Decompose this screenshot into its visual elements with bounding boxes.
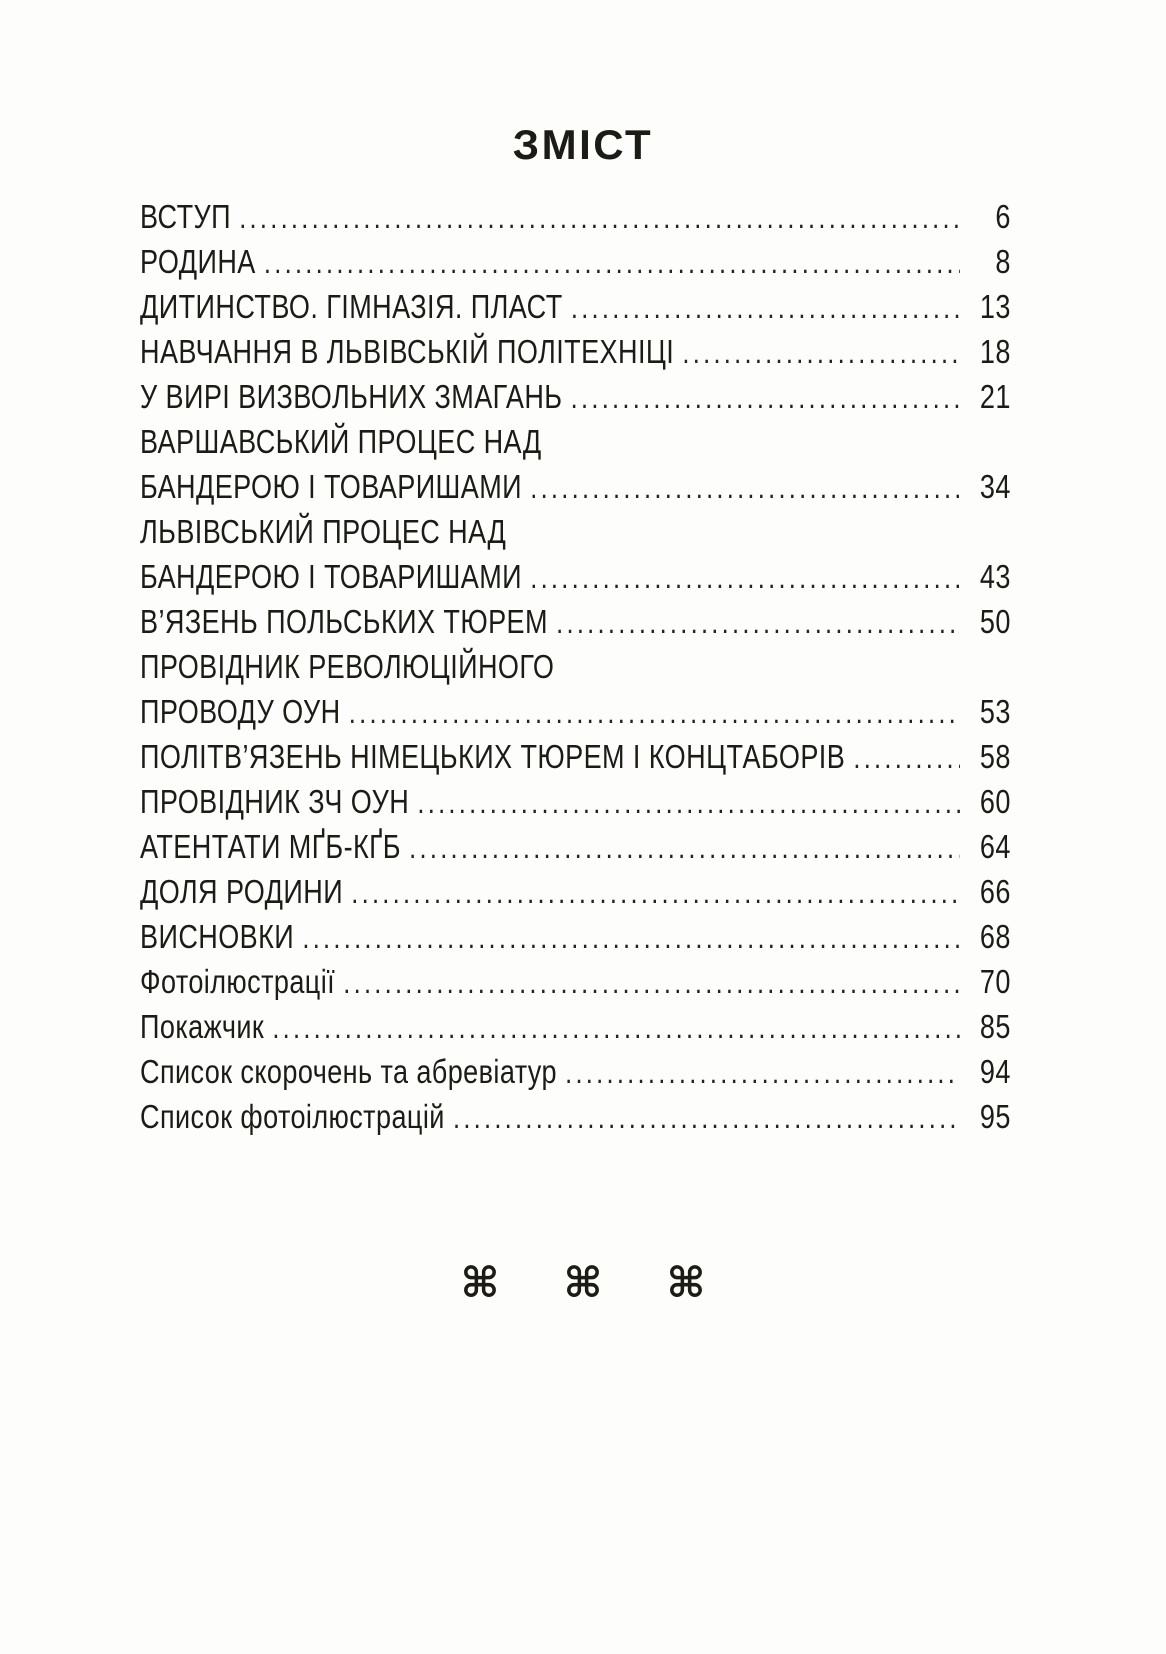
toc-entry-page: 13 <box>979 288 1011 325</box>
toc-entry <box>140 284 1011 329</box>
toc-entry <box>140 779 1011 824</box>
toc-entry-label: ЛЬВІВСЬКИЙ ПРОЦЕС НАД <box>140 513 507 550</box>
toc-entry <box>140 1049 1011 1094</box>
toc-entry <box>140 554 1011 599</box>
toc-entry-label: БАНДЕРОЮ І ТОВАРИШАМИ <box>140 468 523 505</box>
toc-entry <box>140 824 1011 869</box>
toc-entry <box>140 689 1011 734</box>
toc-entry <box>140 869 1011 914</box>
toc-entry-page: 18 <box>979 333 1011 370</box>
toc-dot-leader <box>565 1049 960 1095</box>
toc-entry <box>140 194 1011 239</box>
table-of-contents <box>140 194 1011 1139</box>
toc-entry-page: 53 <box>979 693 1011 730</box>
toc-entry-page: 43 <box>979 558 1011 595</box>
toc-entry-page: 68 <box>979 918 1011 955</box>
toc-entry-page: 85 <box>979 1008 1011 1045</box>
toc-entry <box>140 959 1011 1004</box>
toc-entry <box>140 1004 1011 1049</box>
toc-entry <box>140 914 1011 959</box>
toc-entry-label: Список фотоілюстрацій <box>140 1098 445 1135</box>
page-title: ЗМІСТ <box>512 121 654 168</box>
toc-entry-label: ПРОВОДУ ОУН <box>140 693 341 730</box>
toc-entry-page: 60 <box>979 783 1011 820</box>
ornament-icon: ⌘ <box>460 1258 500 1307</box>
toc-entry-page: 34 <box>979 468 1011 505</box>
toc-entry-label: БАНДЕРОЮ І ТОВАРИШАМИ <box>140 558 523 595</box>
toc-entry-label: У ВИРІ ВИЗВОЛЬНИХ ЗМАГАНЬ <box>140 378 563 415</box>
toc-dot-leader <box>530 464 960 510</box>
toc-entry <box>140 509 1011 554</box>
toc-dot-leader <box>571 374 960 420</box>
toc-entry-label: ПРОВІДНИК ЗЧ ОУН <box>140 783 410 820</box>
toc-dot-leader <box>351 869 960 915</box>
toc-entry-page: 21 <box>979 378 1011 415</box>
toc-entry-label: ВИСНОВКИ <box>140 918 295 955</box>
toc-dot-leader <box>343 959 960 1005</box>
toc-entry-label: АТЕНТАТИ МҐБ-КҐБ <box>140 828 401 865</box>
toc-dot-leader <box>682 329 960 375</box>
toc-entry-label: Фотоілюстрації <box>140 963 336 1000</box>
toc-entry-page: 94 <box>979 1053 1011 1090</box>
toc-entry <box>140 464 1011 509</box>
toc-entry-label: ПРОВІДНИК РЕВОЛЮЦІЙНОГО <box>140 648 555 685</box>
toc-entry <box>140 734 1011 779</box>
toc-dot-leader <box>453 1094 960 1140</box>
toc-entry-label: ВСТУП <box>140 198 232 235</box>
toc-entry <box>140 329 1011 374</box>
toc-dot-leader <box>302 914 960 960</box>
toc-dot-leader <box>409 824 960 870</box>
toc-entry-page: 64 <box>979 828 1011 865</box>
toc-entry <box>140 374 1011 419</box>
toc-entry-page: 50 <box>979 603 1011 640</box>
toc-entry-label: Список скорочень та абревіатур <box>140 1053 557 1090</box>
toc-entry <box>140 239 1011 284</box>
toc-entry <box>140 1094 1011 1139</box>
toc-dot-leader <box>239 194 960 240</box>
toc-entry-label: ДОЛЯ РОДИНИ <box>140 873 344 910</box>
toc-dot-leader <box>349 689 960 735</box>
toc-entry-page: 6 <box>995 198 1011 235</box>
toc-entry-label: Покажчик <box>140 1008 265 1045</box>
toc-entry-page: 95 <box>979 1098 1011 1135</box>
toc-entry-label: РОДИНА <box>140 243 256 280</box>
footer-ornaments <box>0 1258 1166 1307</box>
toc-entry-page: 66 <box>979 873 1011 910</box>
toc-dot-leader <box>530 554 960 600</box>
toc-dot-leader <box>264 239 960 285</box>
toc-entry-label: ДИТИНСТВО. ГІМНАЗІЯ. ПЛАСТ <box>140 288 563 325</box>
ornament-icon: ⌘ <box>666 1258 706 1307</box>
toc-entry-page: 70 <box>979 963 1011 1000</box>
toc-entry <box>140 419 1011 464</box>
ornament-icon: ⌘ <box>563 1258 603 1307</box>
toc-dot-leader <box>571 284 960 330</box>
toc-dot-leader <box>556 599 960 645</box>
toc-entry-label: ПОЛІТВ’ЯЗЕНЬ НІМЕЦЬКИХ ТЮРЕМ І КОНЦТАБОРІВ <box>140 738 846 775</box>
toc-dot-leader <box>272 1004 960 1050</box>
toc-entry-page: 8 <box>995 243 1011 280</box>
toc-entry-label: ВАРШАВСЬКИЙ ПРОЦЕС НАД <box>140 423 542 460</box>
toc-entry-label: В’ЯЗЕНЬ ПОЛЬСЬКИХ ТЮРЕМ <box>140 603 548 640</box>
toc-dot-leader <box>853 734 960 780</box>
toc-entry <box>140 599 1011 644</box>
toc-entry-label: НАВЧАННЯ В ЛЬВІВСЬКІЙ ПОЛІТЕХНІЦІ <box>140 333 675 370</box>
toc-entry-page: 58 <box>979 738 1011 775</box>
toc-dot-leader <box>417 779 960 825</box>
toc-entry <box>140 644 1011 689</box>
